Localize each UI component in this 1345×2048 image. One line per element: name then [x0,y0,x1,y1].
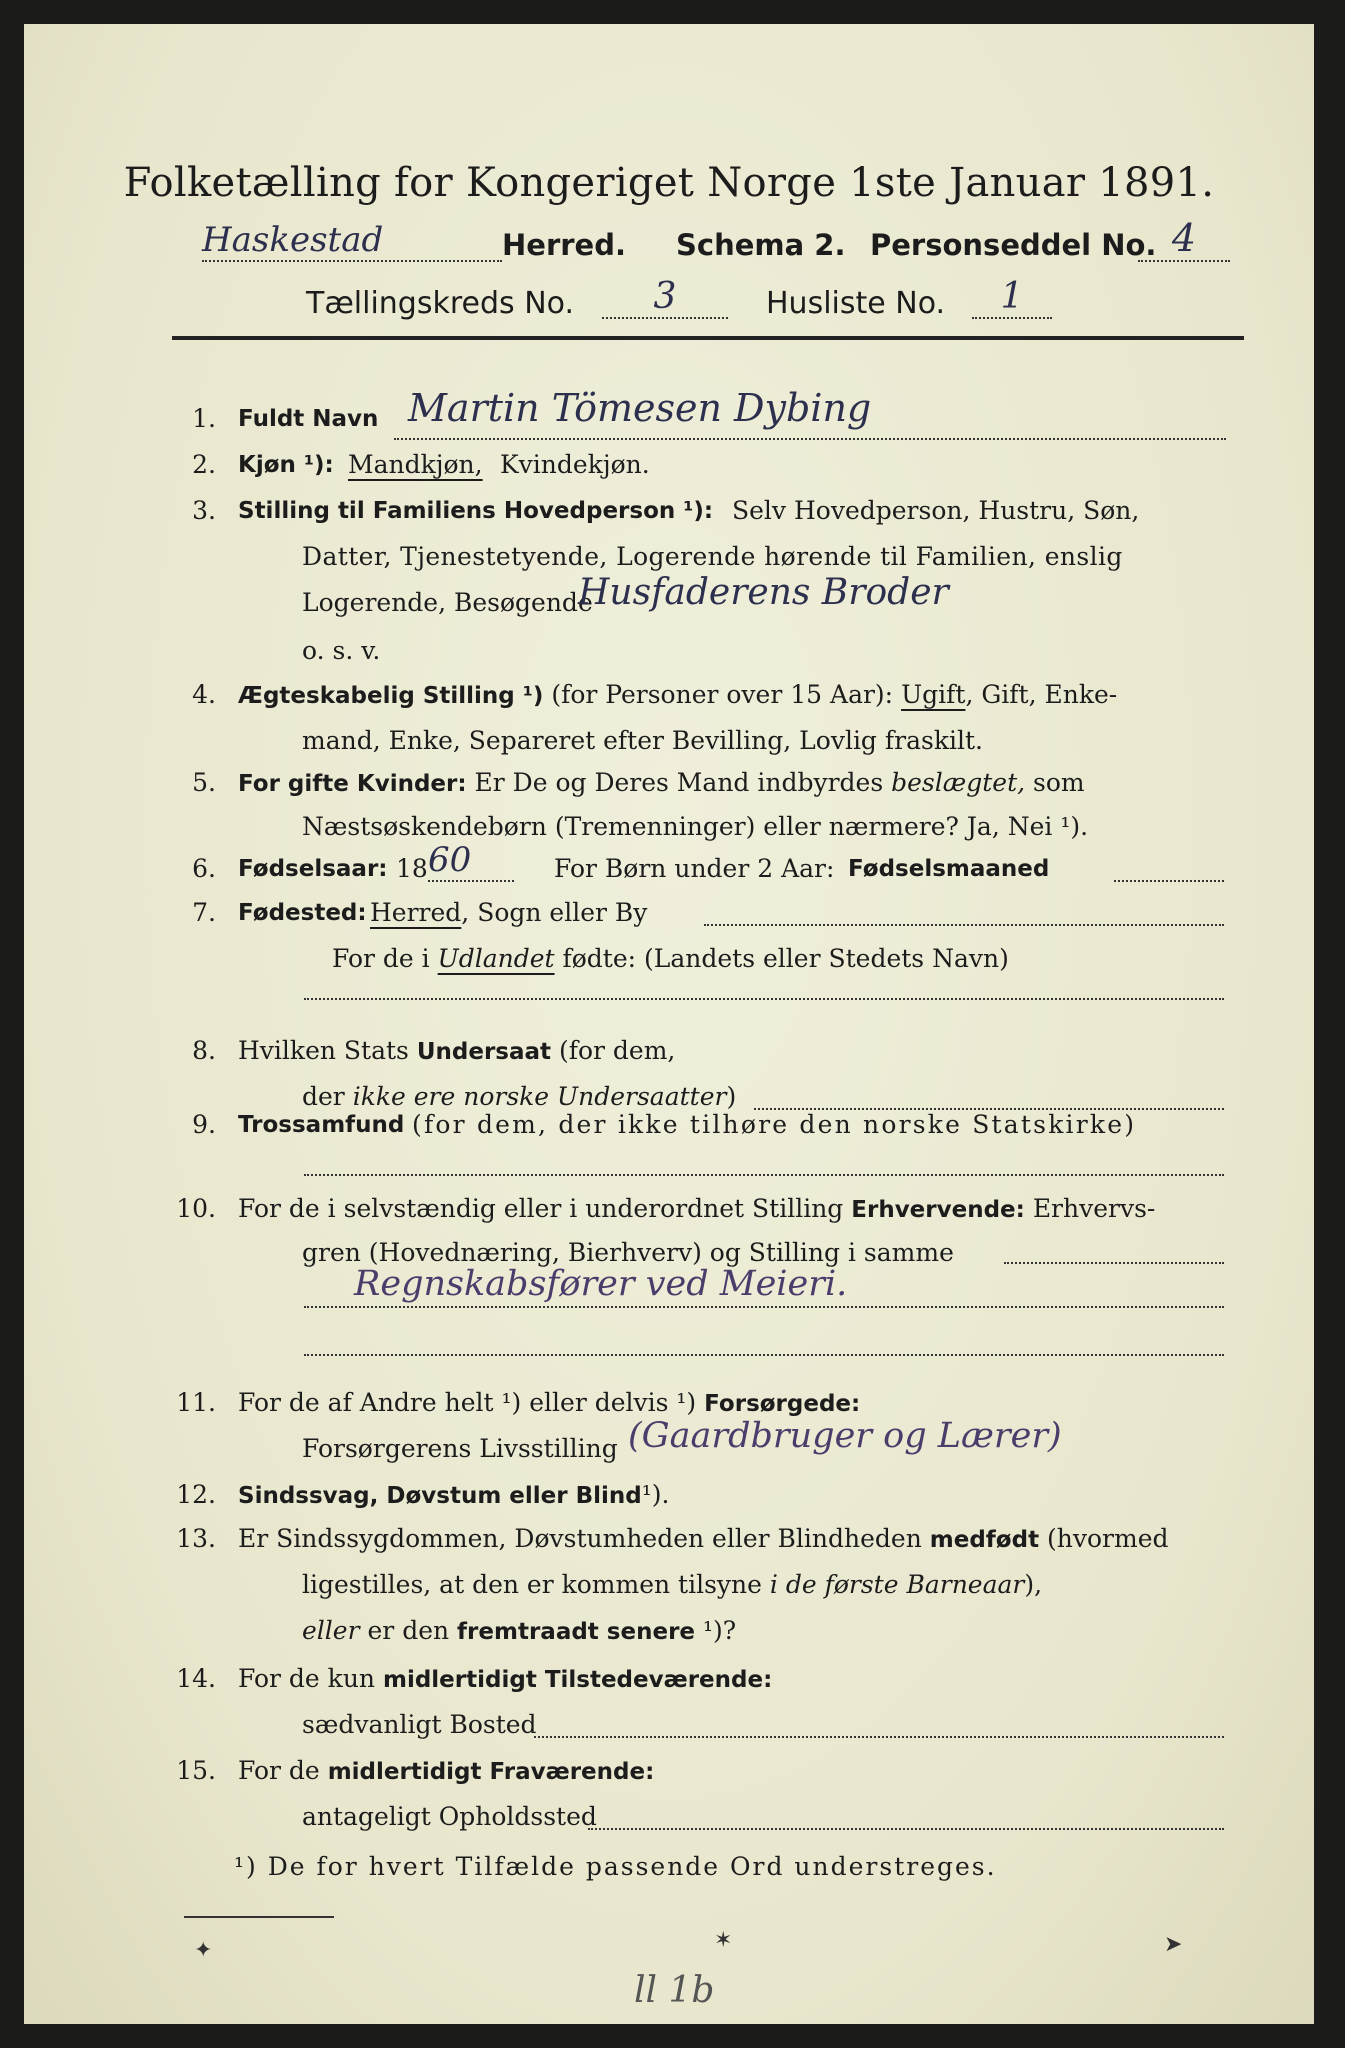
q7-fill-line1 [704,924,1224,926]
footnote: ¹) De for hvert Tilfælde passende Ord understreges. [234,1852,997,1881]
q11-number: 11. [176,1388,216,1417]
q5-text-italic: beslægtet, [891,768,1026,797]
q15-label: midlertidigt Fraværende: [327,1759,655,1785]
q11-label: Forsørgede: [704,1391,861,1417]
q15-line1 [238,1756,654,1785]
q4-text-line2: mand, Enke, Separeret efter Bevilling, Lovlig fraskilt. [302,726,983,755]
q8-label: Undersaat [416,1039,552,1065]
q12-label: Sindssvag, Døvstum eller Blind [238,1483,642,1509]
q4-label: Ægteskabelig Stilling ¹) [238,683,544,709]
q14-number: 14. [176,1664,216,1693]
q4-option-ugift: Ugift [901,680,966,709]
q1-number: 1. [192,404,216,433]
q15-text-line2: antageligt Opholdssted [302,1802,597,1831]
q10-fill-line2 [304,1306,1224,1308]
q3-text-line2: Datter, Tjenestetyende, Logerende hørende til Familien, enslig [302,542,1123,571]
q13-text: Er Sindssygdommen, Døvstumheden eller Blindheden [238,1524,922,1553]
q13-text-italic: i de første Barneaar [769,1570,1025,1599]
registration-mark-center: ✶ [714,1928,733,1953]
schema-label: Schema 2. [676,228,846,262]
kreds-value: 3 [602,276,728,319]
q2-number: 2. [192,450,216,479]
q7-text-line2: For de i [332,944,430,973]
q6-year-value: 60 [428,840,514,882]
q14-text-line2: sædvanligt Bosted [302,1710,537,1739]
q4-text: (for Personer over 15 Aar): [551,680,894,709]
q6-fill-line [1114,880,1224,882]
registration-mark-left: ✦ [194,1938,213,1963]
q5-text-line2: Næstsøskendebørn (Tremenninger) eller nærmere? Ja, Nei ¹). [302,812,1089,841]
q5-label: For gifte Kvinder: [238,771,467,797]
q4-line1 [238,680,1117,709]
q10-number: 10. [176,1194,216,1223]
q8-text-italic: ikke ere norske Undersaatter [352,1082,727,1111]
q13-text-line3-end: ¹)? [702,1616,737,1645]
q10-line1 [238,1194,1155,1223]
q13-label-senere: fremtraadt senere [457,1619,696,1645]
q11-value: (Gaardbruger og Lærer) [628,1416,1062,1456]
q7-text-line2-end: fødte: (Landets eller Stedets Navn) [562,944,1009,973]
q13-text-end: (hvormed [1047,1524,1169,1553]
q14-fill-line [534,1736,1224,1738]
q2-option-kvindekjon: Kvindekjøn. [500,450,650,479]
husliste-label: Husliste No. [766,286,946,321]
q8-text-line2: der [302,1082,345,1111]
q14-line1 [238,1664,772,1693]
q8-line1 [238,1036,675,1065]
q10-label: Erhvervende: [851,1197,1025,1223]
q5-text: Er De og Deres Mand indbyrdes [474,768,884,797]
q4-text-end: , Gift, Enke- [965,680,1118,709]
q7-text-udlandet: Udlandet [437,944,555,973]
q10-fill-line1 [1004,1262,1224,1264]
q9-label: Trossamfund [238,1112,405,1138]
q12-text: ¹). [641,1480,670,1509]
q3-label: Stilling til Familiens Hovedperson ¹): [238,498,714,524]
q10-value: Regnskabsfører ved Meieri. [354,1264,848,1304]
q12-number: 12. [176,1480,216,1509]
q7-number: 7. [192,898,216,927]
bottom-handwritten-note: ll 1b [634,1970,715,2011]
q13-line1 [238,1524,1169,1553]
q13-line3 [302,1616,736,1645]
q7-fill-line2 [304,998,1224,1000]
registration-mark-right: ➤ [1164,1932,1183,1957]
q7-option-herred: Herred [370,898,462,927]
q13-text-eller: eller [302,1616,360,1645]
q10-fill-line3 [304,1354,1224,1356]
q1-value: Martin Tömesen Dybing [408,386,872,430]
q3-text-line1: Selv Hovedperson, Hustru, Søn, [732,496,1140,525]
kreds-label: Tællingskreds No. [306,286,574,321]
q3-number: 3. [192,496,216,525]
q12-line1 [238,1480,670,1509]
q8-line2 [302,1082,736,1111]
q8-text: Hvilken Stats [238,1036,409,1065]
q13-text-line2: ligestilles, at den er kommen tilsyne [302,1570,762,1599]
husliste-value: 1 [972,276,1052,319]
q10-text: For de i selvstændig eller i underordnet Stilling [238,1194,844,1223]
q11-text: For de af Andre helt ¹) eller delvis ¹) [238,1388,697,1417]
q5-line1 [238,768,1085,797]
q7-line1 [370,898,647,927]
q6-text: For Børn under 2 Aar: [554,854,835,883]
q3-text-line3: Logerende, Besøgende [302,588,593,617]
q7-line2 [332,944,1009,973]
herred-value: Haskestad [202,220,502,262]
q10-text-line2: gren (Hovednæring, Bierhverv) og Stilling i samme [302,1238,954,1267]
personseddel-label: Personseddel No. [870,228,1157,262]
census-form-sheet [24,24,1314,2024]
q9-fill-line [304,1174,1224,1176]
q8-text-line2-end: ) [726,1082,737,1111]
q13-text-line2-end: ), [1024,1570,1043,1599]
q15-number: 15. [176,1756,216,1785]
herred-label: Herred. [502,228,626,262]
q3-value: Husfaderens Broder [578,572,949,613]
q13-text-line3: er den [367,1616,450,1645]
q6-year-prefix: 18 [396,854,428,883]
q13-label: medfødt [929,1527,1040,1553]
q14-text: For de kun [238,1664,376,1693]
form-title: Folketælling for Kongeriget Norge 1ste Januar 1891. [123,160,1215,206]
q2-label: Kjøn ¹): [238,452,334,478]
q9-text: (for dem, der ikke tilhøre den norske Statskirke) [412,1110,1137,1139]
q11-line1 [238,1388,860,1417]
q10-text-end: Erhvervs- [1032,1194,1156,1223]
q8-number: 8. [192,1036,216,1065]
q6-label: Fødselsaar: [238,856,388,882]
footnote-rule [184,1916,334,1918]
q1-fill-line [394,438,1226,440]
q3-text-line4: o. s. v. [302,636,381,665]
q15-text: For de [238,1756,320,1785]
q2-option-mandkjon: Mandkjøn, [348,450,483,479]
q8-text-end: (for dem, [558,1036,676,1065]
q7-label: Fødested: [238,900,367,926]
q5-number: 5. [192,768,216,797]
q1-label: Fuldt Navn [238,406,379,432]
q14-label: midlertidigt Tilstedeværende: [382,1667,773,1693]
q7-text: , Sogn eller By [461,898,648,927]
q6-number: 6. [192,854,216,883]
q13-number: 13. [176,1524,216,1553]
q5-text-end: som [1033,768,1085,797]
q9-number: 9. [192,1110,216,1139]
q13-line2 [302,1570,1042,1599]
q4-number: 4. [192,680,216,709]
header-divider [172,336,1244,340]
q11-text-line2: Forsørgerens Livsstilling [302,1434,618,1463]
personseddel-value: 4 [1138,216,1230,262]
q15-fill-line [588,1828,1224,1830]
q6-label-month: Fødselsmaaned [848,856,1050,882]
